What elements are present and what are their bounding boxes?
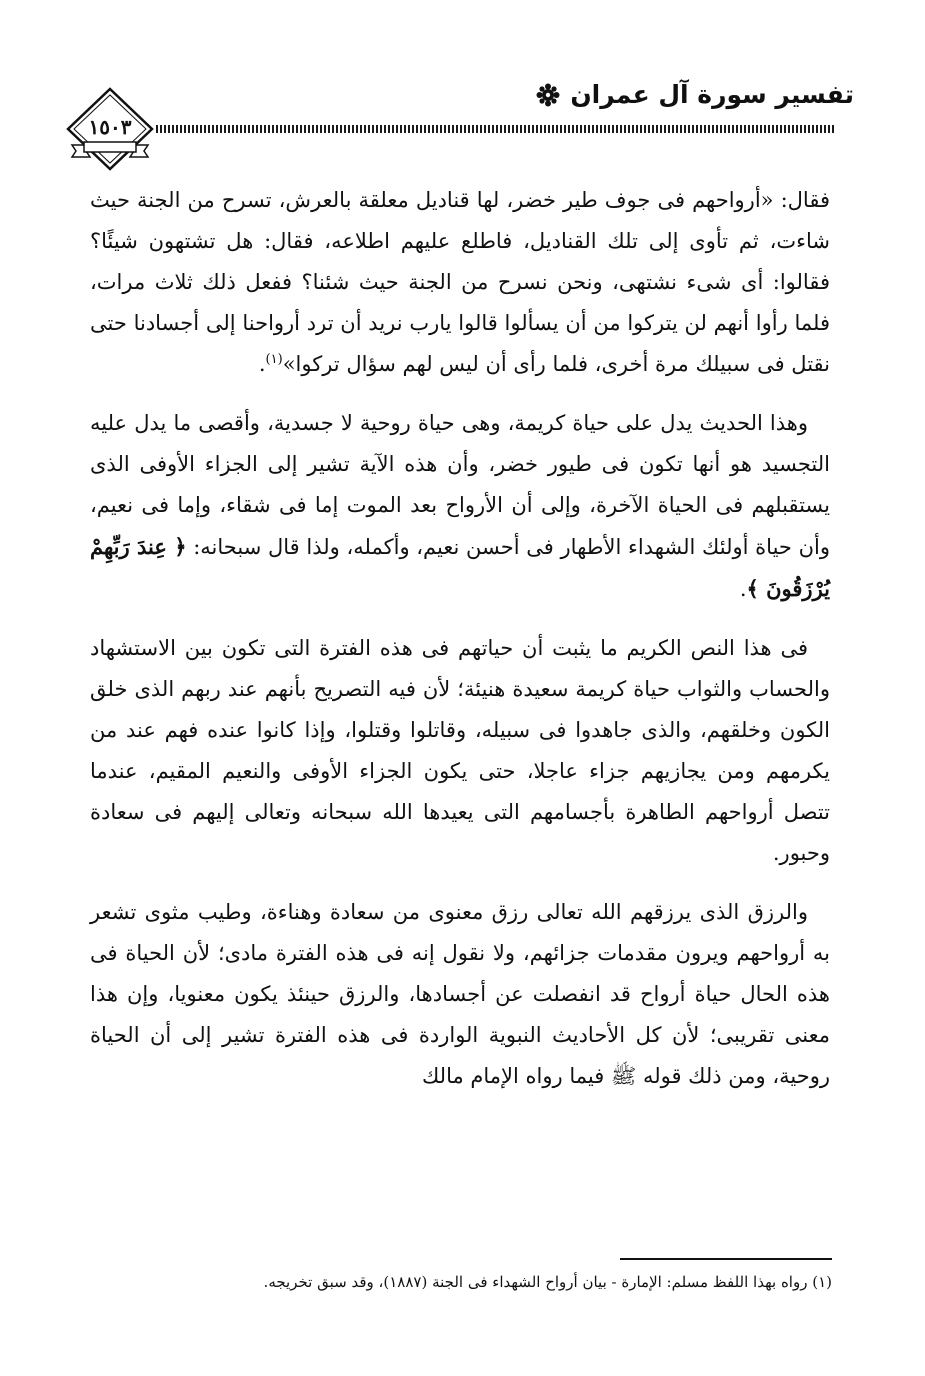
footnote: (١) رواه بهذا اللفظ مسلم: الإمارة - بيان أرواح الشهداء فى الجنة (١٨٨٧)، وقد سبق تخريجه. — [263, 1273, 832, 1291]
paragraph-text: فقال: «أرواحهم فى جوف طير خضر، لها قناديل معلقة بالعرش، تسرح من الجنة حيث شاءت، ثم تأوى إلى تلك القناديل، فاطلع عليهم اطلاعه، فقال: هل تشتهون شيئًا؟ فقالوا: أى شىء نشتهى، ونحن نسرح من الجنة حيث شئنا؟ ففعل ذلك ثلاث مرات، فلما رأوا أنهم لن يتركوا من أن يسألوا قالوا يارب نريد أن ترد أرواحنا إلى أجسادنا حتى نقتل فى سبيلك مرة أخرى، فلما رأى أن ليس لهم سؤال تركوا» — [90, 188, 830, 376]
page-number: ١٥٠٣ — [88, 115, 132, 139]
paragraph — [90, 403, 830, 610]
page-header — [64, 70, 854, 170]
flower-ornament-icon — [536, 83, 560, 107]
paragraph-text: وهذا الحديث يدل على حياة كريمة، وهى حياة روحية لا جسدية، وأقصى ما يدل عليه التجسيد هو أنها تكون فى طيور خضر، وأن هذه الآية تشير إلى الجزاء الأوفى الذى يستقبلهم فى الحياة الآخرة، وإلى أن الأرواح بعد الموت إما فى شقاء، وإما فى نعيم، وأن حياة أولئك الشهداء الأطهار فى أحسن نعيم، وأكمله، ولذا قال سبحانه: — [90, 411, 830, 559]
page-number-badge — [64, 85, 156, 175]
footnote-ref: (١) — [265, 352, 283, 367]
quran-verse: ﴿ عِندَ رَبِّهِمْ يُرْزَقُونَ ﴾ — [90, 534, 830, 601]
paragraph — [90, 180, 830, 385]
running-title — [536, 80, 854, 109]
punctuation: . — [258, 352, 266, 376]
footnote-separator — [620, 1258, 832, 1260]
main-text — [90, 180, 830, 1097]
page-title: تفسير سورة آل عمران — [570, 80, 854, 109]
paragraph: والرزق الذى يرزقهم الله تعالى رزق معنوى من سعادة وهناءة، وطيب مثوى تشعر به أرواحهم ويرون مقدمات جزائهم، ولا نقول إنه فى هذه الفترة مادى؛ لأن الحياة فى هذه الحال حياة أرواح قد انفصلت عن أجسادها، والرزق حينئذ يكون معنويا، وإن هذا معنى تقريبى؛ لأن كل الأحاديث النبوية الواردة فى هذه الفترة تشير إلى أن الحياة روحية، ومن ذلك قوله ﷺ فيما رواه الإمام مالك — [90, 900, 830, 1088]
header-rule — [156, 125, 836, 133]
punctuation: . — [739, 577, 747, 601]
paragraph: فى هذا النص الكريم ما يثبت أن حياتهم فى هذه الفترة التى تكون بين الاستشهاد والحساب والثواب حياة كريمة سعيدة هنيئة؛ لأن فيه التصريح بأنهم عند ربهم الذى خلق الكون وخلقهم، والذى جاهدوا فى سبيله، وقاتلوا وقتلوا، وإذا كانوا عنده فهم عند من يكرمهم ومن يجازيهم جزاء عاجلا، حتى يكون الجزاء الأوفى والنعيم المقيم، عندما تتصل أرواحهم الطاهرة بأجسامهم التى يعيدها الله سبحانه وتعالى إليهم فى سعادة وحبور. — [90, 636, 830, 865]
